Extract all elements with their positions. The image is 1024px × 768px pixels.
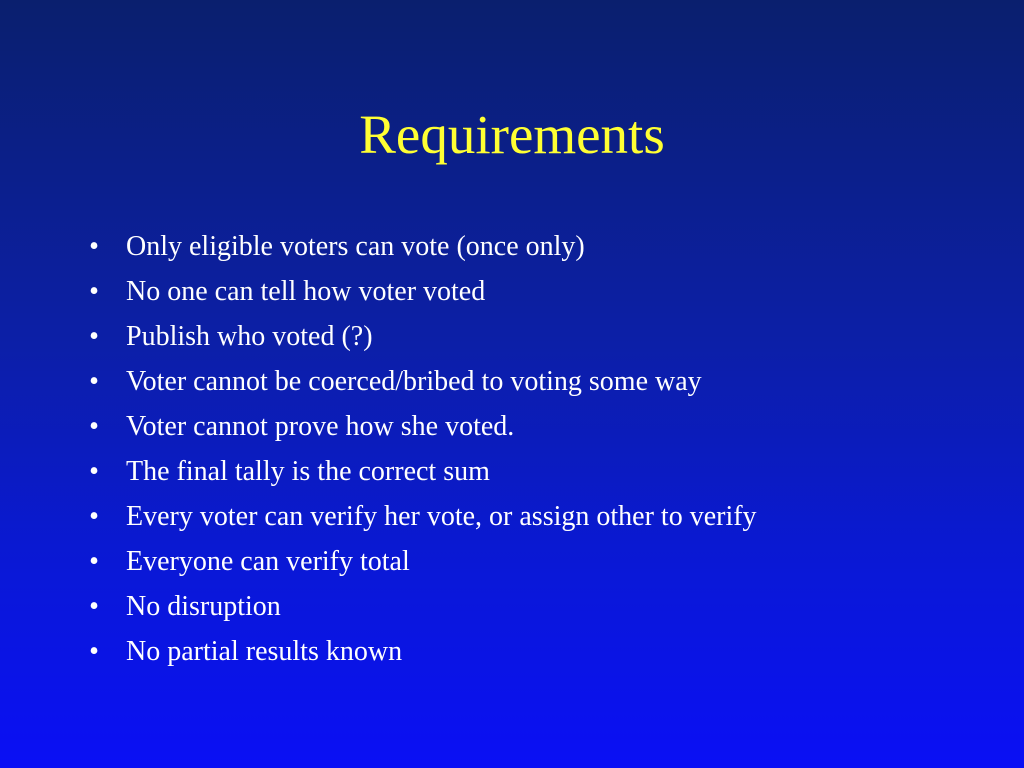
bullet-text: The final tally is the correct sum <box>126 456 490 487</box>
bullet-item <box>84 539 757 584</box>
bullet-dot-icon: • <box>89 276 99 307</box>
bullet-dot-icon: • <box>89 501 99 532</box>
bullet-item <box>84 224 757 269</box>
bullet-item <box>84 584 757 629</box>
bullet-text: No disruption <box>126 591 281 622</box>
bullet-text: Only eligible voters can vote (once only) <box>126 231 585 262</box>
bullet-dot-icon: • <box>89 636 99 667</box>
bullet-item <box>84 314 757 359</box>
bullet-dot-icon: • <box>89 231 99 262</box>
bullet-item <box>84 359 757 404</box>
bullet-text: No partial results known <box>126 636 403 667</box>
bullet-text: Publish who voted (?) <box>126 321 373 352</box>
bullet-text: Voter cannot be coerced/bribed to voting some way <box>126 366 702 397</box>
bullet-dot-icon: • <box>89 591 99 622</box>
bullet-text: No one can tell how voter voted <box>126 276 486 307</box>
slide-title: Requirements <box>359 104 665 165</box>
bullet-dot-icon: • <box>89 546 99 577</box>
bullet-dot-icon: • <box>89 366 99 397</box>
bullet-dot-icon: • <box>89 321 99 352</box>
bullet-text: Voter cannot prove how she voted. <box>126 411 515 442</box>
bullet-item <box>84 269 757 314</box>
bullet-dot-icon: • <box>89 456 99 487</box>
bullet-item <box>84 449 757 494</box>
bullet-item <box>84 494 757 539</box>
bullet-text: Every voter can verify her vote, or assign other to verify <box>126 501 757 532</box>
bullet-dot-icon: • <box>89 411 99 442</box>
bullet-text: Everyone can verify total <box>126 546 410 577</box>
bullet-item <box>84 629 757 674</box>
bullet-item <box>84 404 757 449</box>
bullet-list <box>84 224 757 674</box>
